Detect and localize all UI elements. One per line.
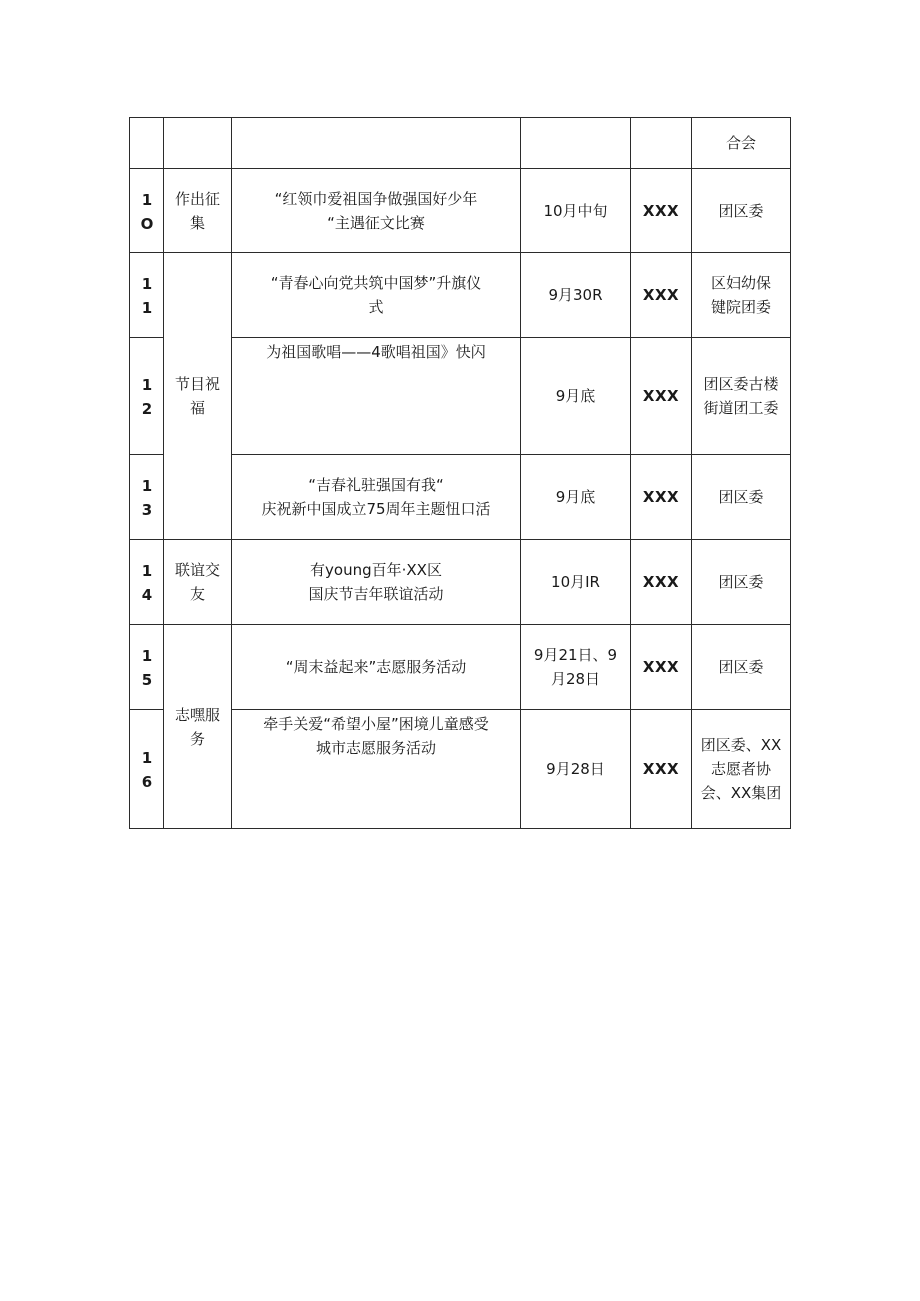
table-row (130, 253, 791, 338)
row-number-digit: O (140, 214, 154, 233)
date-cell (521, 710, 631, 829)
organizer-cell (692, 625, 791, 710)
activity-cell (232, 625, 521, 710)
date-text: 9月底 (555, 387, 596, 405)
contact-text: XXX (642, 387, 680, 405)
row-number-digit: 1 (141, 562, 153, 580)
date-text: 9月28日 (546, 760, 605, 778)
category-cell (164, 625, 232, 829)
date-text: 10月IR (551, 573, 600, 591)
contact-text: XXX (642, 573, 680, 591)
date-cell (521, 625, 631, 710)
contact-text: XXX (642, 201, 680, 220)
date-text: 9月21日、9 月28日 (533, 646, 618, 688)
organizer-cell (692, 540, 791, 625)
organizer-cell (692, 169, 791, 253)
organizer-text: 团区委古楼 街道团工委 (703, 375, 779, 417)
category-cell (164, 169, 232, 253)
organizer-text: 团区委、XX 志愿者协 会、XX集团 (700, 736, 782, 802)
organizer-text: 区妇幼保 键院团委 (710, 274, 771, 316)
date-text: 9月30R (548, 286, 603, 304)
category-cell (164, 118, 232, 169)
category-cell (164, 253, 232, 540)
category-text: 作出征 集 (174, 189, 220, 232)
row-number-cell (130, 253, 164, 338)
row-number-digit: 1 (141, 190, 153, 209)
row-number-digit: 1 (141, 477, 153, 495)
category-text: 联谊交 友 (174, 561, 220, 603)
activity-cell (232, 338, 521, 455)
row-number-digit: 3 (141, 501, 153, 519)
organizer-text: 团区委 (718, 201, 764, 220)
category-text: 节目祝 福 (174, 375, 220, 417)
contact-cell (631, 169, 692, 253)
activity-schedule-table (129, 117, 791, 829)
activity-text: 牵手关爱“希望小屋”困境儿童感受 城市志愿服务活动 (263, 715, 489, 757)
date-text: 10月中旬 (543, 201, 608, 220)
contact-text: XXX (642, 760, 680, 778)
row-number-cell (130, 710, 164, 829)
organizer-cell (692, 253, 791, 338)
contact-text: XXX (642, 286, 680, 304)
row-number-digit: 1 (141, 275, 153, 293)
row-number-digit: 2 (141, 400, 153, 418)
date-cell (521, 338, 631, 455)
organizer-text: 团区委 (718, 658, 764, 676)
activity-text: 为祖国歌唱——4歌唱祖国》快闪 (266, 343, 486, 361)
contact-cell (631, 253, 692, 338)
date-cell (521, 169, 631, 253)
row-number-digit: 1 (141, 647, 153, 665)
activity-text: “周末益起来”志愿服务活动 (285, 658, 467, 676)
organizer-cell (692, 710, 791, 829)
category-cell (164, 540, 232, 625)
contact-cell (631, 625, 692, 710)
contact-text: XXX (642, 488, 680, 506)
row-number-digit: 1 (141, 749, 153, 767)
row-number-cell (130, 118, 164, 169)
date-cell (521, 253, 631, 338)
row-number-digit: 6 (141, 773, 153, 791)
organizer-cell (692, 338, 791, 455)
activity-cell (232, 169, 521, 253)
row-number-cell (130, 169, 164, 253)
row-number-digit: 4 (141, 586, 153, 604)
organizer-text: 团区委 (718, 488, 764, 506)
date-cell (521, 118, 631, 169)
activity-text: “红领巾爱祖国争做强国好少年 “主遇征文比赛 (274, 189, 478, 232)
organizer-text: 合会 (725, 134, 756, 152)
table-row (130, 540, 791, 625)
contact-cell (631, 540, 692, 625)
date-cell (521, 540, 631, 625)
row-number-cell (130, 455, 164, 540)
activity-text: “吉春礼驻强国有我“ 庆祝新中国成立75周年主题忸口活 (261, 476, 491, 518)
activity-text: 有young百年·XX区 国庆节吉年联谊活动 (308, 561, 444, 603)
contact-cell (631, 710, 692, 829)
contact-cell (631, 338, 692, 455)
organizer-text: 团区委 (718, 573, 764, 591)
table-row (130, 625, 791, 710)
row-number-digit: 1 (141, 376, 153, 394)
category-text: 志嘿服 务 (174, 705, 220, 748)
table-row (130, 118, 791, 169)
contact-text: XXX (642, 658, 680, 676)
activity-cell (232, 540, 521, 625)
contact-cell (631, 118, 692, 169)
activity-cell (232, 253, 521, 338)
row-number-cell (130, 625, 164, 710)
activity-cell (232, 710, 521, 829)
row-number-digit: 1 (141, 299, 153, 317)
row-number-cell (130, 540, 164, 625)
organizer-cell (692, 118, 791, 169)
contact-cell (631, 455, 692, 540)
date-cell (521, 455, 631, 540)
table-row (130, 169, 791, 253)
activity-cell (232, 118, 521, 169)
activity-text: “青春心向党共筑中国梦”升旗仪 式 (270, 274, 482, 316)
activity-cell (232, 455, 521, 540)
row-number-digit: 5 (141, 671, 153, 689)
organizer-cell (692, 455, 791, 540)
row-number-cell (130, 338, 164, 455)
date-text: 9月底 (555, 488, 596, 506)
